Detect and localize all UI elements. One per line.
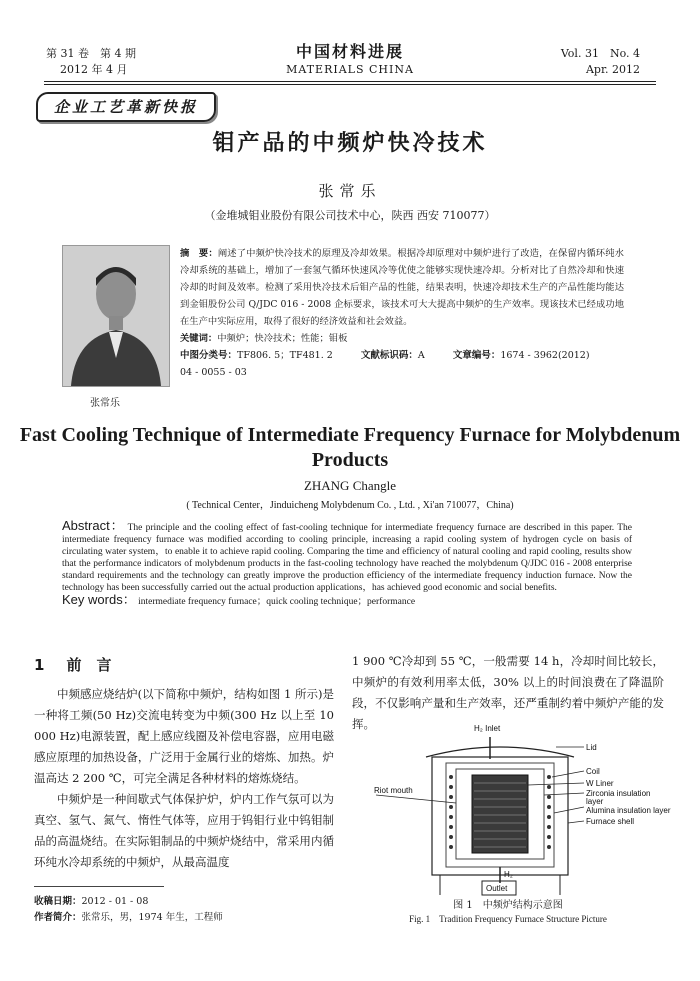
label-coil: Coil <box>586 767 600 776</box>
abstract-cn-body <box>180 245 624 330</box>
keywords-cn-text: 中频炉；快冷技术；性能；钼板 <box>217 333 348 344</box>
body-left-column <box>34 655 334 873</box>
volume-cn: 第 31 卷 第 4 期 <box>46 47 136 60</box>
abstract-en <box>62 520 632 608</box>
photo-caption: 张常乐 <box>90 398 120 409</box>
header-rule-2 <box>44 84 656 85</box>
furnace-structure-figure <box>356 724 671 895</box>
doc-code-label: 文献标识码： <box>360 350 418 361</box>
date-cn: 2012 年 4 月 <box>60 63 128 76</box>
article-title-en: Fast Cooling Technique of Intermediate Frequency Furnace for Molybdenum Products <box>19 424 681 471</box>
author-portrait-illustration <box>63 246 169 386</box>
header-right <box>561 46 640 78</box>
label-w-liner: W Liner <box>586 779 614 788</box>
received-value: 2012 - 01 - 08 <box>81 896 149 907</box>
keywords-cn-label: 关键词： <box>180 333 218 344</box>
paragraph-1: 中频感应烧结炉(以下简称中频炉，结构如图 1 所示)是一种将工频(50 Hz)交流电转变为中频(300 Hz 以上至 10 000 Hz)电源装置，配上感应线圈及补偿电容器，应用电磁感应原理的加热设备，广泛用于金属行业的熔炼、加热。炉温高达 2 200 ℃，可完全满足各种材料的熔炼烧结。 <box>34 687 334 785</box>
footnote <box>34 894 334 926</box>
paragraph-2: 中频炉是一种间歇式气体保护炉，炉内工作气氛可以为真空、氢气、氮气、惰性气体等，应用于钨钼行业中钨钼制品的高温烧结。在实际钼制品的中频炉烧结中，常采用内循环纯水冷却系统的中频炉，从最高温度 <box>34 792 334 869</box>
author-name-en: ZHANG Changle <box>303 478 397 493</box>
author-name-cn: 张常乐 <box>318 182 382 200</box>
label-shell: Furnace shell <box>586 817 635 826</box>
figure-caption-cn: 图 1 中频炉结构示意图 <box>453 900 563 911</box>
classification-line <box>180 347 624 364</box>
w-liner <box>472 775 528 853</box>
header-rule <box>44 81 656 82</box>
author-bio <box>34 910 334 926</box>
label-riot-mouth: Riot mouth <box>374 786 413 795</box>
figure-caption-en: Fig. 1 Tradition Frequency Furnace Structure Picture <box>409 914 607 924</box>
footnote-rule <box>34 886 164 887</box>
abstract-en-label: Abstract： <box>62 518 125 533</box>
date-en: Apr. 2012 <box>585 63 640 76</box>
header-left <box>46 46 136 78</box>
received-date <box>34 894 334 910</box>
section-number: 1 <box>34 656 45 674</box>
section-heading <box>34 655 334 676</box>
bio-value: 张常乐，男，1974 年生，工程师 <box>81 912 223 923</box>
label-h2-inlet: H₂ Inlet <box>474 724 501 733</box>
article-number-label: 文章编号： <box>452 350 501 361</box>
affiliation-en: ( Technical Center，Jinduicheng Molybdenum Co. , Ltd. , Xi'an 710077，China) <box>186 500 514 511</box>
doc-code-value: A <box>417 350 425 361</box>
abstract-en-text: The principle and the cooling effect of fast-cooling technique for intermediate frequency furnace are described in this paper. The intermediate frequency furnace was modified according to cooling principle, increasing a rapid cooling system of hydrogen cycle on basis of circulating water system，to enable it to achieve rapid cooling. Comparing the time and efficiency of natural cooling and rapid cooling, results show that the performance indicators of molybdenum products in the fast-cooling technology have reached the molybdenum Q/JDC 016 - 2008 enterprise standard requirements and the technology can greatly improve the production efficiency of the intermediate frequency induction furnace. Now the technology has been successfully carried out the actual production applications，has achieved good economic and social benefits. <box>62 523 632 593</box>
abstract-cn <box>180 245 624 381</box>
journal-masthead <box>230 42 470 78</box>
section-badge: 企业工艺革新快报 <box>36 92 216 122</box>
keywords-en <box>62 594 632 608</box>
abstract-cn-text: 阐述了中频炉快冷技术的原理及冷却效果。根据冷却原理对中频炉进行了改造，在保留内循环纯水冷却系统的基础上，增加了一套氢气循环快速风冷等优使之能够实现快速冷却。分析对比了自然冷却和快速冷却的时间及效率。检测了采用快冷技术后钼产品的性能，结果表明，快速冷却技术生产的产品性能均能达到金钼股份公司 Q/JDC 016 - 2008 企标要求，该技术可大大提高中频炉的生产效率。现该技术已经成功地在生产中实际应用，取得了很好的经济效益和社会效益。 <box>180 248 624 327</box>
affiliation-cn: （金堆城钼业股份有限公司技术中心，陕西 西安 710077） <box>204 209 496 222</box>
label-h2: H₂ <box>504 870 513 879</box>
paragraph-3: 1 900 ℃冷却到 55 ℃，一般需要 14 h，冷却时间比较长，中频炉的有效利用率太低，30% 以上的时间浪费在了降温阶段，不仅影响产量和生产效率，还严重制约着中频炉产能的发挥。 <box>352 654 664 731</box>
label-outlet: Outlet <box>486 884 508 893</box>
label-zirconia: Zirconia insulation <box>586 789 651 798</box>
body-right-column <box>352 651 664 735</box>
clc-label: 中图分类号： <box>180 350 238 361</box>
clc-value: TF806. 5；TF481. 2 <box>237 350 333 361</box>
bio-label: 作者简介： <box>34 912 82 923</box>
label-alumina: Alumina insulation layer <box>586 806 671 815</box>
author-photo <box>62 245 170 387</box>
abstract-cn-label: 摘 要： <box>180 248 218 259</box>
label-lid: Lid <box>586 743 597 752</box>
keywords-cn <box>180 330 624 347</box>
article-number-value: 1674 - 3962(2012) <box>500 350 590 361</box>
article-number-continued: 04 - 0055 - 03 <box>180 367 247 378</box>
received-label: 收稿日期： <box>34 896 82 907</box>
abstract-en-body <box>62 520 632 594</box>
keywords-en-text: intermediate frequency furnace；quick cooling technique；performance <box>138 597 416 607</box>
journal-name-cn: 中国材料进展 <box>295 42 404 61</box>
section-title: 前 言 <box>66 656 112 674</box>
label-zirconia-layer: layer <box>586 797 604 806</box>
volume-en: Vol. 31 No. 4 <box>560 47 640 60</box>
article-title-cn: 钼产品的中频炉快冷技术 <box>212 131 488 156</box>
journal-name-en: MATERIALS CHINA <box>286 63 414 76</box>
keywords-en-label: Key words： <box>62 592 136 607</box>
furnace-lid <box>426 747 574 757</box>
